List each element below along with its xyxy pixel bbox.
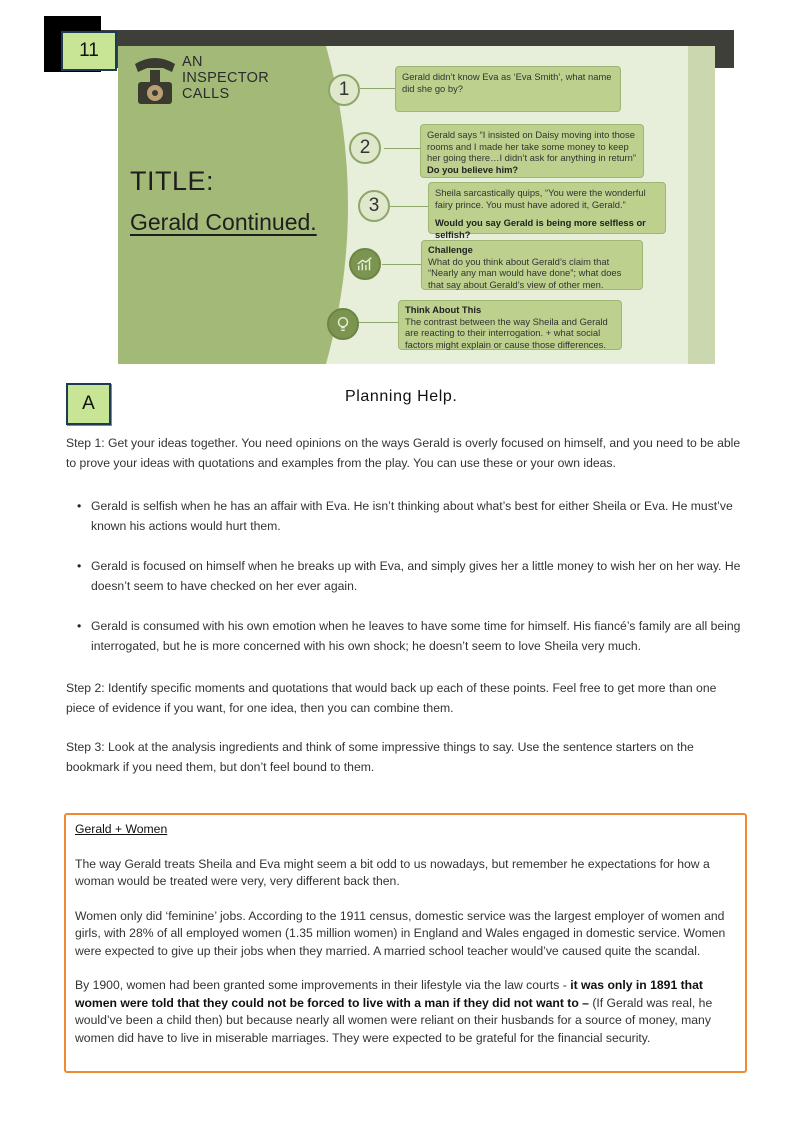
question-bold: Would you say Gerald is being more selfless or selfish? [435,217,646,240]
slide-title: TITLE: [130,166,215,196]
challenge-text: What do you think about Gerald’s claim that “Nearly any man would have done”; what does that say about Gerald’s view of other men. [428,255,622,290]
challenge-heading: Challenge [428,244,473,255]
list-item: • Gerald is selfish when he has an affair with Eva. He isn’t thinking about what’s best for either Sheila or Eva. He must’ve known his actions would hurt them. [66,496,741,536]
challenge-box [421,240,643,290]
context-bold: it was only in 1891 that women were told that they could not be forced to live with a man if they did not want to – [75,978,703,1010]
question-box [420,124,644,178]
step-1: Step 1: Get your ideas together. You need opinions on the ways Gerald is overly focused on himself, and you need to be able to prove your ideas with quotations and examples from the play. You can use these or your own ideas. [66,436,741,470]
context-paragraph: Women only did ‘feminine’ jobs. According to the 1911 census, domestic service was the largest employer of women and girls, with 28% of all employed women (1.35 million women) in England and Wales engaged in domestic service. Women were expected to give up their jobs when they married. A married school teacher would’ve caused quite the scandal. [75,908,726,958]
ideas-list [66,496,741,676]
logo-text [182,54,269,102]
lightbulb-icon [327,308,359,340]
context-title: Gerald + Women [75,822,168,836]
chart-icon [349,248,381,280]
connector-line [382,264,422,265]
section-badge: A [66,383,111,425]
connector-line [390,206,430,207]
list-item: • Gerald is focused on himself when he breaks up with Eva, and simply gives her a little money to wish her on her way. He doesn’t seem to have checked on her ever again. [66,556,741,596]
list-item: • Gerald is consumed with his own emotion when he leaves to have some time for himself. His fiancé’s family are all being interrogated, but he is more concerned with his own shock; he doesn’t seem to love Sheila very much. [66,616,741,656]
logo-line: CALLS [182,86,230,102]
question-number: 1 [328,74,360,106]
slide-subtitle: Gerald Continued. [130,209,317,235]
step-3: Step 3: Look at the analysis ingredients and think of some impressive things to say. Use the sentence starters on the bookmark if you need them, but don’t feel bound to them. [66,740,694,774]
question-text: Gerald didn’t know Eva as ‘Eva Smith’, what name did she go by? [402,71,612,94]
lesson-slide [118,46,715,364]
logo-line: AN [182,54,203,70]
question-number: 3 [358,190,390,222]
slide-number-badge: 11 [61,31,117,71]
planning-heading: Planning Help. [345,388,458,405]
question-text: Gerald says “I insisted on Daisy moving into those rooms and I made her take some money to keep her going there…I didn’t ask for anything in return” [427,129,636,163]
context-text: By 1900, women had been granted some improvements in their lifestyle via the law courts - [75,978,571,992]
context-paragraph: The way Gerald treats Sheila and Eva might seem a bit odd to us nowadays, but remember he expectations for how a woman would be treated were very, very different back then. [75,856,710,888]
question-number: 2 [349,132,381,164]
question-text: Sheila sarcastically quips, “You were the wonderful fairy prince. You must have adored it, Gerald.” [435,187,646,210]
step-2: Step 2: Identify specific moments and quotations that would back up each of these points. Feel free to get more than one piece of evidence if you want, for one idea, then you can combine them. [66,681,717,715]
connector-line [384,148,422,149]
think-heading: Think About This [405,304,482,315]
connector-line [360,88,396,89]
context-box [64,813,747,1073]
logo-line: INSPECTOR [182,70,270,86]
think-text: The contrast between the way Sheila and Gerald are reacting to their interrogation. + what social factors might explain or cause those differences. [405,315,608,350]
question-bold: Do you believe him? [427,163,519,175]
connector-line [358,322,400,323]
telephone-icon [132,54,178,106]
question-box [428,182,666,240]
context-text: (If Gerald was real, he would’ve been a child then) but because nearly all women were reliant on their husbands for a source of money, many women did have to live in miserable marriages. They were expected to be grateful for the financial security. [75,995,713,1045]
think-box [398,300,622,350]
context-paragraph [75,977,739,1047]
slide-edge [688,46,715,364]
question-box [395,66,621,112]
